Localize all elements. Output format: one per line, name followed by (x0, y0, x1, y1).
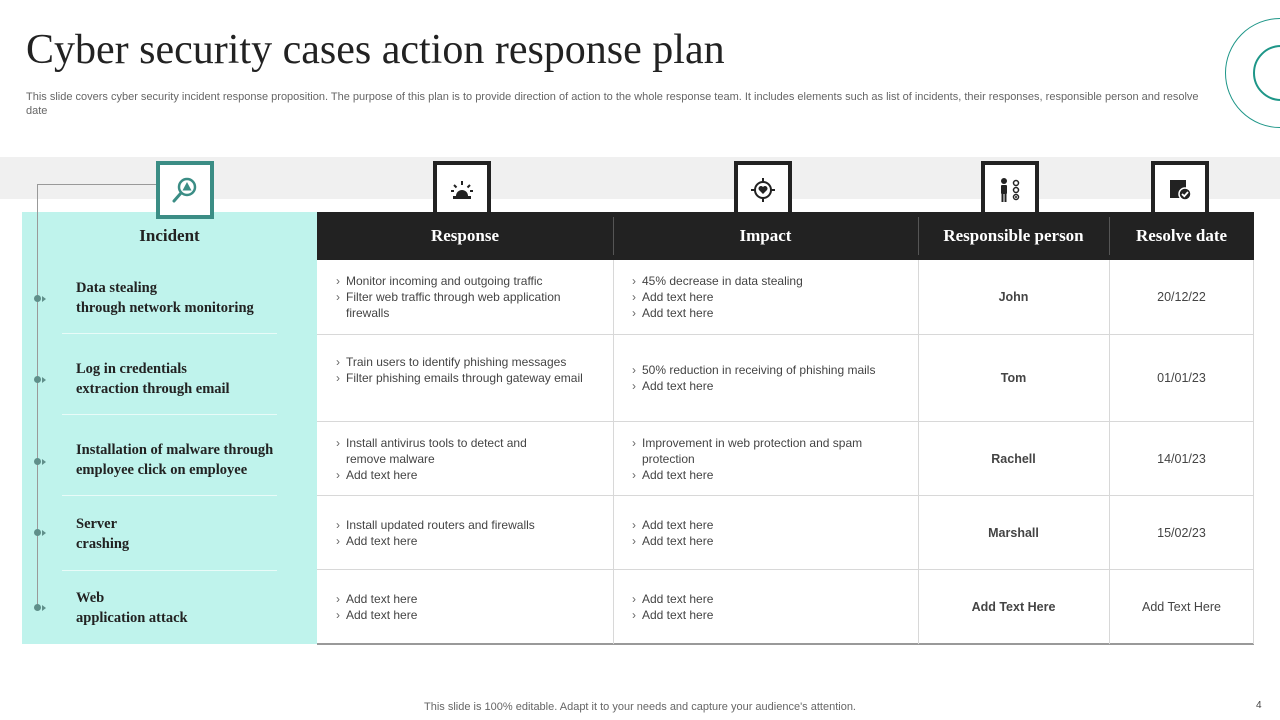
responsible-person: Add Text Here (971, 599, 1056, 614)
list-item: › Add text here (326, 591, 606, 607)
subtitle: This slide covers cyber security incident response proposition. The purpose of this plan is to provide direction of action to the whole response team. It includes elements such as list of incidents, their responses, responsible person and resolve date (26, 91, 1199, 117)
incident-separator (62, 570, 277, 571)
incident-icon-box (156, 161, 214, 219)
timeline-arrow (42, 377, 46, 383)
timeline-arrow (42, 459, 46, 465)
target-heart-icon (748, 175, 778, 205)
responsible-person: John (998, 290, 1029, 304)
responsible-person: Tom (1000, 371, 1027, 385)
impact-list (622, 435, 872, 483)
list-item: › Add text here (622, 305, 914, 321)
incident-label: Installation of malware through employee click on employee (76, 442, 274, 478)
response-list (326, 273, 606, 321)
header-divider (1109, 217, 1110, 255)
incident-separator (62, 333, 277, 334)
impact-icon-box (734, 161, 792, 219)
list-item: › Filter web traffic through web application firewalls (326, 289, 606, 321)
list-item: › Install antivirus tools to detect and remove malware (326, 435, 566, 467)
timeline-arrow (42, 296, 46, 302)
resolve-icon-box (1151, 161, 1209, 219)
response-list (326, 517, 606, 549)
list-item: › Add text here (622, 591, 914, 607)
connector-horizontal (37, 184, 156, 185)
timeline-dot (34, 529, 41, 536)
list-item: › Add text here (326, 467, 566, 483)
incident-label: Web application attack (76, 590, 188, 626)
list-item: › Add text here (622, 378, 914, 394)
column-divider (613, 260, 614, 644)
response-icon-box (433, 161, 491, 219)
resolve-date: Add Text Here (1142, 599, 1221, 614)
column-header-resolve: Resolve date (1135, 226, 1228, 245)
list-item: › Add text here (622, 289, 914, 305)
list-item: › Train users to identify phishing messages (326, 354, 606, 370)
list-item: › 50% reduction in receiving of phishing mails (622, 362, 914, 378)
incident-column (22, 212, 317, 644)
timeline-dot (34, 458, 41, 465)
timeline-arrow (42, 605, 46, 611)
header-divider (613, 217, 614, 255)
incident-separator (62, 495, 277, 496)
check-document-icon (1165, 175, 1195, 205)
column-header-incident: Incident (139, 226, 200, 245)
footer-note: This slide is 100% editable. Adapt it to your needs and capture your audience's attention. (424, 701, 856, 713)
responsible-person: Marshall (988, 525, 1039, 540)
list-item: › Monitor incoming and outgoing traffic (326, 273, 606, 289)
list-item: › Install updated routers and firewalls (326, 517, 606, 533)
impact-list (622, 362, 914, 394)
list-item: › Add text here (326, 533, 606, 549)
responsible-icon-box (981, 161, 1039, 219)
resolve-date: 15/02/23 (1157, 525, 1206, 540)
timeline-dot (34, 376, 41, 383)
list-item: › Add text here (622, 467, 872, 483)
header-divider (918, 217, 919, 255)
magnifier-alert-icon (170, 175, 200, 205)
table-bottom-border (317, 643, 1254, 645)
person-options-icon (995, 175, 1025, 205)
list-item: › Improvement in web protection and spam protection (622, 435, 872, 467)
response-list (326, 435, 566, 483)
page-number: 4 (1256, 700, 1262, 711)
timeline-dot (34, 295, 41, 302)
response-list (326, 591, 606, 623)
column-header-response: Response (430, 226, 499, 245)
responsible-person: Rachell (991, 451, 1036, 466)
impact-list (622, 591, 914, 623)
incident-label: Data stealing through network monitoring (76, 280, 254, 316)
column-header-impact: Impact (739, 226, 792, 245)
list-item: › Add text here (622, 607, 914, 623)
response-list (326, 354, 606, 386)
incident-label: Server crashing (76, 516, 130, 552)
timeline-arrow (42, 530, 46, 536)
list-item: › Add text here (326, 607, 606, 623)
list-item: › Add text here (622, 533, 914, 549)
impact-list (622, 273, 914, 321)
timeline-dot (34, 604, 41, 611)
alarm-light-icon (447, 175, 477, 205)
impact-list (622, 517, 914, 549)
resolve-date: 14/01/23 (1157, 451, 1206, 466)
list-item: › Filter phishing emails through gateway email (326, 370, 606, 386)
incident-separator (62, 414, 277, 415)
column-header-responsible: Responsible person (943, 226, 1084, 245)
resolve-date: 01/01/23 (1157, 371, 1206, 385)
list-item: › Add text here (622, 517, 914, 533)
resolve-date: 20/12/22 (1157, 290, 1206, 304)
title: Cyber security cases action response plan (26, 27, 725, 73)
incident-label: Log in credentials extraction through email (76, 361, 230, 397)
list-item: › 45% decrease in data stealing (622, 273, 914, 289)
